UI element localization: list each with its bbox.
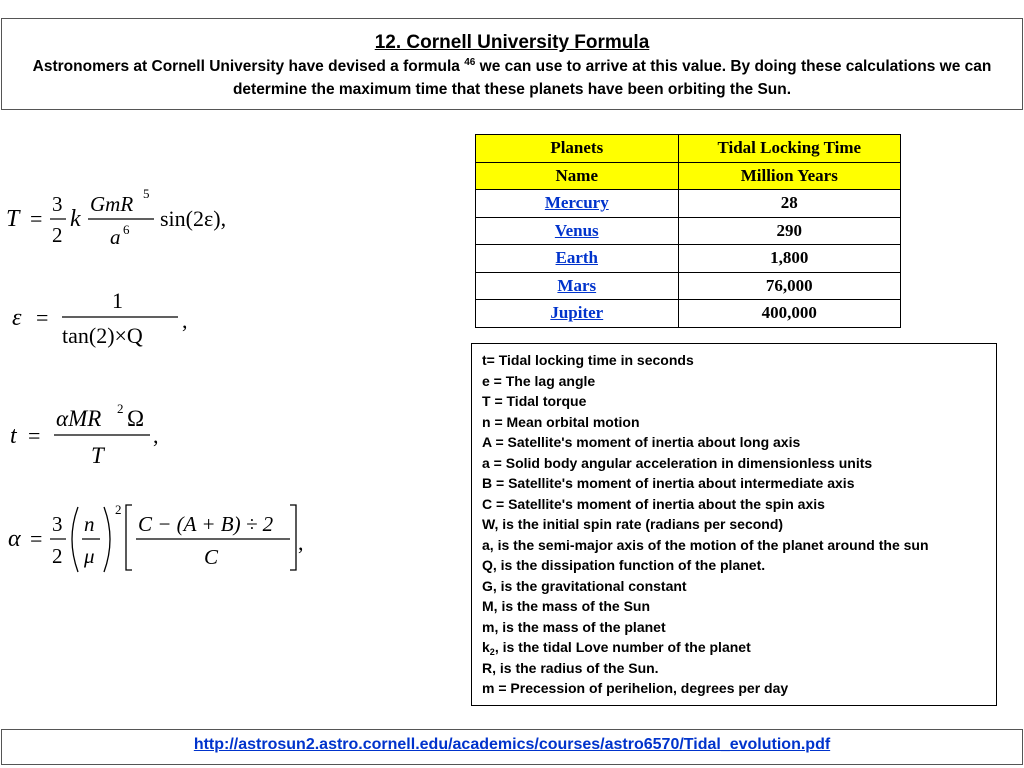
f2-tail: ,: [182, 308, 188, 333]
f4-coef-den: 2: [52, 544, 63, 568]
planet-cell: [476, 245, 679, 273]
planet-link-earth[interactable]: Earth: [555, 248, 599, 268]
f4-paren-den: μ: [84, 544, 95, 568]
legend-line: W, is the initial spin rate (radians per second): [482, 516, 784, 532]
f1-den-exp: 6: [123, 222, 130, 237]
legend-line: A = Satellite's moment of inertia about long axis: [482, 434, 801, 450]
time-cell: 1,800: [678, 245, 900, 273]
f1-num-exp: 5: [143, 186, 150, 201]
page-title: 12. Cornell University Formula: [374, 32, 650, 53]
legend-line: R, is the radius of the Sun.: [482, 659, 659, 676]
description-part-1: Astronomers at Cornell University have devised a formula: [32, 58, 465, 75]
description-part-2: we can use to arrive at this value. By doing these calculations we can determine the maximum time that these planets have been orbiting the Sun.: [232, 58, 992, 98]
header-million-years: Million Years: [678, 162, 900, 190]
legend-line: Q, is the dissipation function of the planet.: [482, 557, 766, 573]
f1-tail: sin(2ε),: [160, 206, 227, 231]
planet-link-venus[interactable]: Venus: [554, 220, 599, 240]
f4-paren-num: n: [84, 512, 95, 536]
f4-coef-num: 3: [52, 512, 63, 536]
f3-equals: =: [28, 423, 41, 448]
table-header-row: [476, 135, 901, 163]
f2-equals: =: [36, 305, 49, 330]
legend-line: M, is the mass of the Sun: [482, 598, 651, 614]
planet-cell: [476, 272, 679, 300]
legend-line: m, is the mass of the planet: [482, 618, 666, 635]
f3-num-a: αMR: [56, 406, 102, 431]
formula-area: [0, 180, 340, 580]
formula-acceleration: [8, 502, 304, 572]
source-link[interactable]: http://astrosun2.astro.cornell.edu/academics/courses/astro6570/Tidal_evolution.pdf: [193, 736, 831, 753]
k-description: , is the tidal Love number of the planet: [494, 639, 751, 655]
f4-bracket-num: C − (A + B) ÷ 2: [138, 512, 274, 536]
table-row: [476, 272, 901, 300]
legend-line: a, is the semi-major axis of the motion of the planet around the sun: [482, 536, 929, 553]
f4-tail: ,: [298, 530, 304, 555]
planet-cell: [476, 300, 679, 328]
header-tidal-locking-time: Tidal Locking Time: [678, 135, 900, 163]
table-row: [476, 217, 901, 245]
f1-k: k: [70, 206, 81, 232]
f1-coef-num: 3: [52, 192, 63, 216]
f1-equals: =: [30, 206, 43, 231]
planet-link-mercury[interactable]: Mercury: [544, 193, 609, 213]
formulas-svg: [0, 180, 340, 580]
f4-equals: =: [30, 526, 43, 551]
f3-num-b: Ω: [127, 406, 145, 431]
k-symbol: k: [482, 639, 490, 655]
f4-right-paren: [104, 507, 110, 572]
legend-line-love-number: [482, 637, 996, 658]
f1-num-main: GmR: [90, 192, 134, 216]
footer-box: [1, 729, 1023, 765]
table-subheader-row: [476, 162, 901, 190]
f3-den: T: [91, 443, 104, 468]
time-cell: 76,000: [678, 272, 900, 300]
legend-line: e = The lag angle: [482, 372, 596, 389]
tidal-locking-table: [475, 134, 901, 328]
time-cell: 290: [678, 217, 900, 245]
f4-bracket-den: C: [204, 545, 219, 569]
f3-tail: ,: [153, 423, 159, 448]
legend-line: G, is the gravitational constant: [482, 577, 687, 594]
f4-paren-exp: 2: [115, 502, 122, 517]
header-planets: Planets: [476, 135, 679, 163]
f1-coef-den: 2: [52, 223, 63, 247]
f4-left-bracket: [126, 505, 132, 570]
time-cell: 28: [678, 190, 900, 218]
header-description: [2, 55, 1022, 101]
legend-line: n = Mean orbital motion: [482, 413, 640, 430]
table-row: [476, 300, 901, 328]
legend-line: C = Satellite's moment of inertia about the spin axis: [482, 495, 825, 512]
legend-line: T = Tidal torque: [482, 393, 587, 409]
f4-right-bracket: [290, 505, 296, 570]
legend-line: m = Precession of perihelion, degrees per day: [482, 680, 789, 696]
formula-tidal-torque: [6, 186, 226, 249]
legend-line: a = Solid body angular acceleration in dimensionless units: [482, 454, 873, 471]
planet-link-jupiter[interactable]: Jupiter: [550, 303, 604, 323]
f4-lhs: α: [8, 526, 21, 552]
f2-den: tan(2)×Q: [62, 323, 143, 348]
header-name: Name: [476, 162, 679, 190]
variable-legend: [471, 343, 997, 706]
k-subscript: 2: [489, 647, 495, 657]
footnote-reference: 46: [464, 57, 476, 68]
planet-cell: [476, 217, 679, 245]
f1-lhs: T: [6, 206, 20, 232]
header-box: [1, 18, 1023, 110]
table-row: [476, 190, 901, 218]
f1-den-main: a: [110, 225, 121, 249]
legend-line: B = Satellite's moment of inertia about intermediate axis: [482, 475, 855, 491]
f2-num: 1: [112, 288, 123, 313]
f2-lhs: ε: [12, 305, 22, 331]
f3-num-exp: 2: [117, 401, 124, 416]
f4-left-paren: [72, 507, 78, 572]
formula-locking-time: [10, 401, 159, 468]
time-cell: 400,000: [678, 300, 900, 328]
formula-lag-angle: [12, 288, 188, 348]
f3-lhs: t: [10, 423, 17, 449]
legend-line: t= Tidal locking time in seconds: [482, 352, 694, 368]
planet-link-mars[interactable]: Mars: [557, 275, 597, 295]
planet-cell: [476, 190, 679, 218]
table-row: [476, 245, 901, 273]
